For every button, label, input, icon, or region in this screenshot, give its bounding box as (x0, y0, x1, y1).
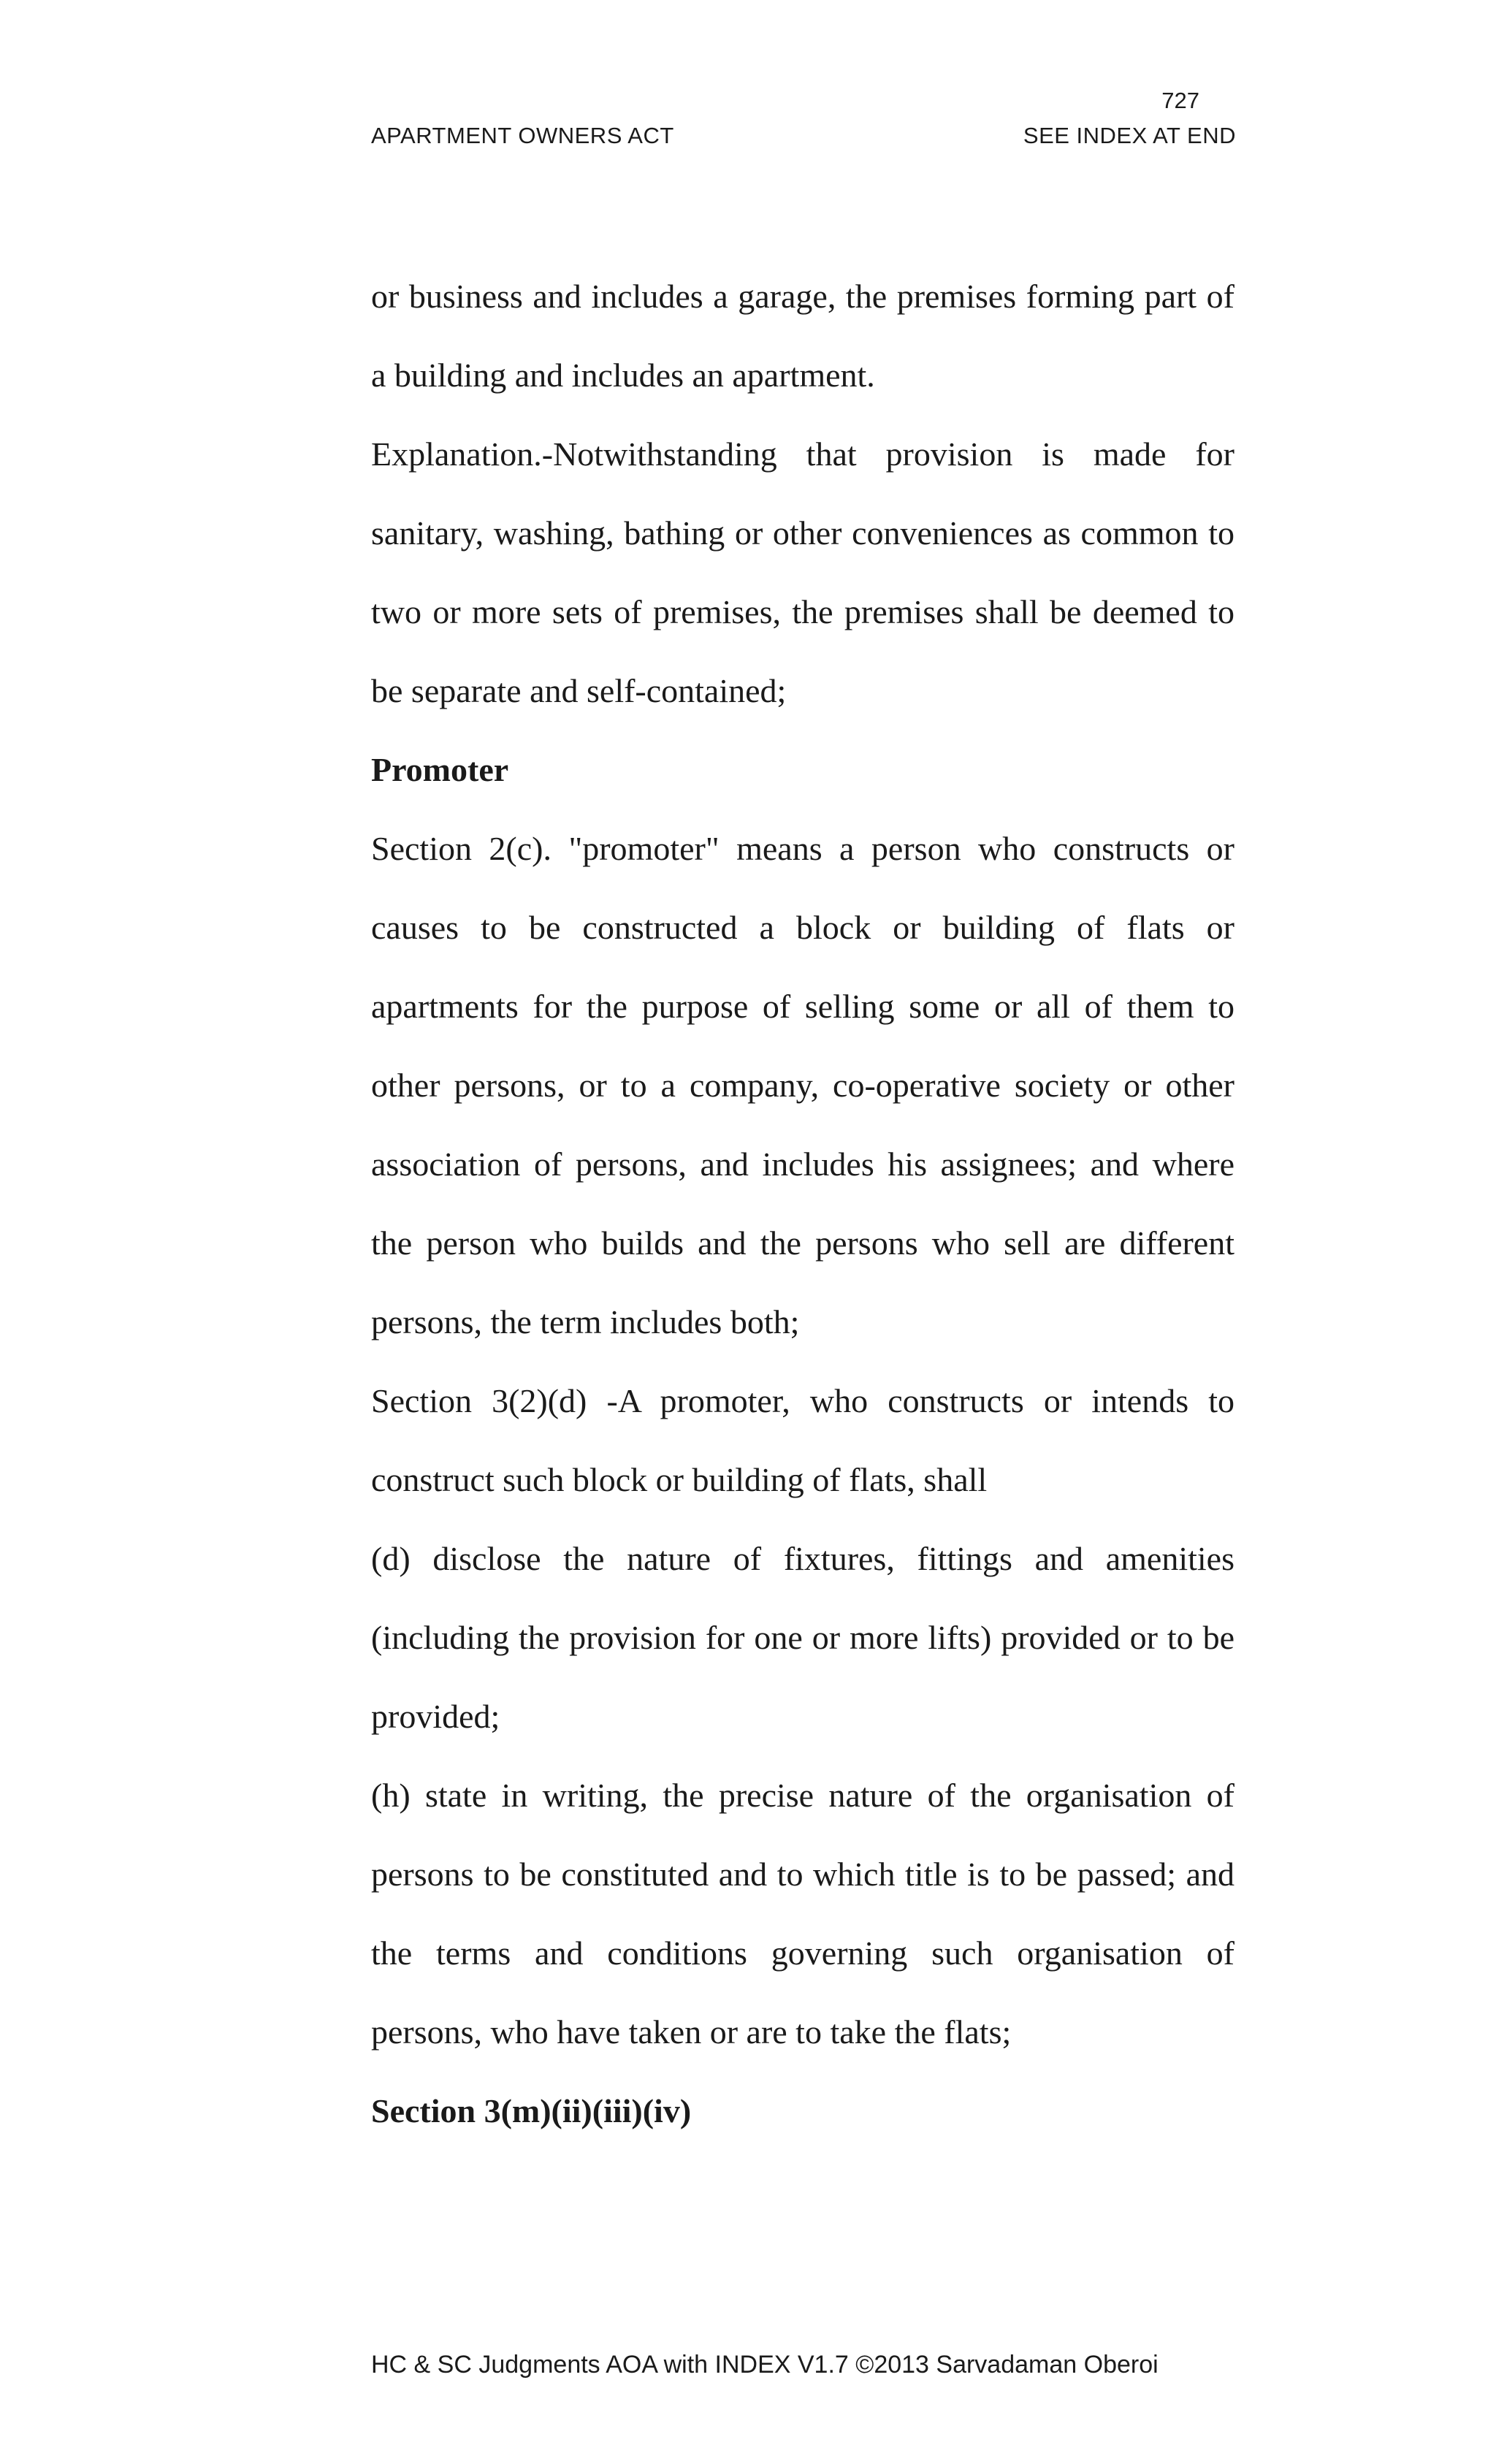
running-header-title: APARTMENT OWNERS ACT (371, 123, 674, 148)
paragraph-section-3-2-d: Section 3(2)(d) -A promoter, who constructs or intends to construct such block or building of flats, shall (371, 1382, 1234, 1498)
heading-section-3m: Section 3(m)(ii)(iii)(iv) (371, 2092, 692, 2129)
paragraph-clause-d: (d) disclose the nature of fixtures, fittings and amenities (including the provision for one or more lifts) provided or to be provided; (371, 1540, 1234, 1735)
paragraph-continuation: or business and includes a garage, the premises forming part of a building and includes an apartment. (371, 278, 1234, 394)
paragraph-clause-h: (h) state in writing, the precise nature of the organisation of persons to be constituted and to which title is to be passed; and the terms and conditions governing such organisation of persons, who have taken or are to take the flats; (371, 1777, 1234, 2051)
running-header-index-note: SEE INDEX AT END (1023, 123, 1236, 148)
page-number: 727 (1161, 88, 1199, 113)
heading-promoter: Promoter (371, 751, 509, 788)
page-footer: HC & SC Judgments AOA with INDEX V1.7 ©2013 Sarvadaman Oberoi (371, 2351, 1159, 2379)
paragraph-explanation: Explanation.-Notwithstanding that provision is made for sanitary, washing, bathing or other conveniences as common to two or more sets of premises, the premises shall be deemed to be separate and self-contained; (371, 435, 1234, 709)
document-body (371, 257, 1234, 2151)
paragraph-section-2c: Section 2(c). "promoter" means a person who constructs or causes to be constructed a block or building of flats or apartments for the purpose of selling some or all of them to other persons, or to a company, co-operative society or other association of persons, and includes his assignees; and where the person who builds and the persons who sell are different persons, the term includes both; (371, 830, 1234, 1340)
